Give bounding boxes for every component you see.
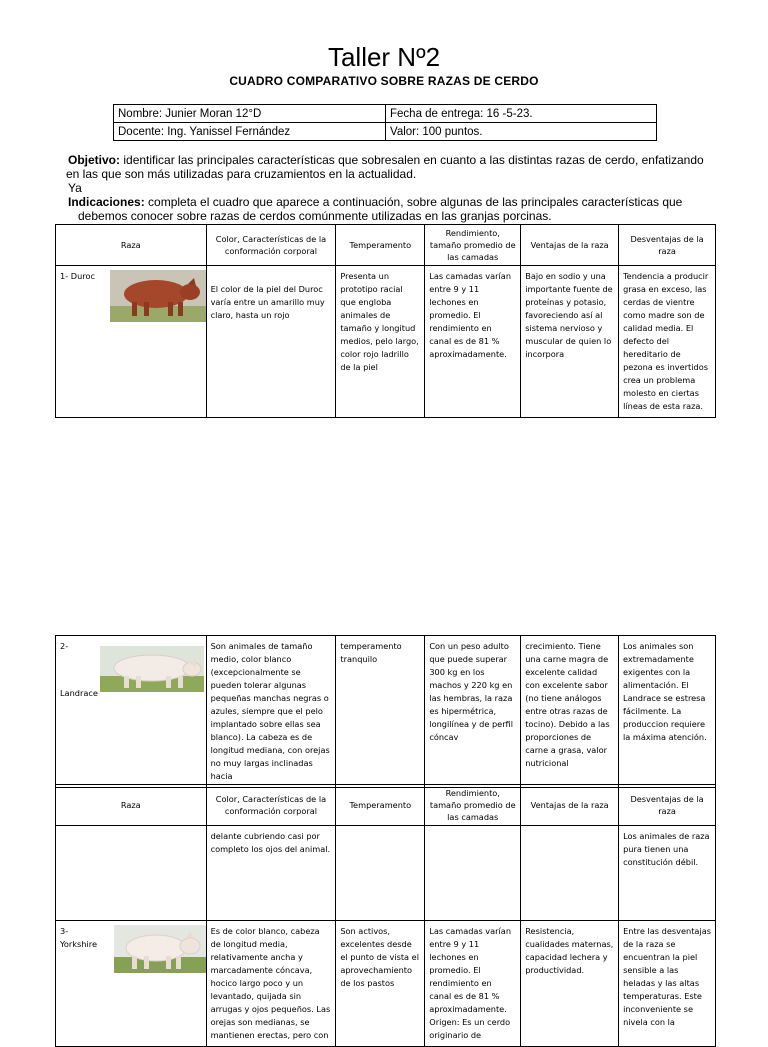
objetivo-label: Objetivo: [68, 153, 121, 167]
docente-cell: Docente: Ing. Yanissel Fernández [114, 123, 386, 141]
duroc-pig-image [110, 270, 206, 322]
landrace-raza-cell [56, 636, 207, 788]
landrace-ventajas: crecimiento. Tiene una carne magra de excelente calidad con excelente sabor (no tiene análogos entre otras razas de tocino). Debido a las proporciones de carne a grasa, valor nutricional [521, 636, 619, 788]
header-temperamento-2: Temperamento [336, 785, 425, 826]
continuation-rendimiento [425, 826, 521, 921]
duroc-rendimiento: Las camadas varían entre 9 y 11 lechones en promedio. El rendimiento en canal es de 81 % aproximadamente. [425, 266, 521, 418]
fecha-cell: Fecha de entrega: 16 -5-23. [386, 105, 657, 123]
landrace-rendimiento: Con un peso adulto que puede superar 300 kg en los machos y 220 kg en las hembras, la raza es hipermétrica, longilínea y de perfil cóncav [425, 636, 521, 788]
duroc-label: 1- Duroc [60, 271, 95, 281]
page-title: Taller Nº2 [327, 42, 441, 72]
header-rendimiento-2: Rendimiento, tamaño promedio de las camadas [425, 785, 521, 826]
indicaciones-label: Indicaciones: [68, 195, 145, 209]
continuation-temperamento [336, 826, 425, 921]
header-desventajas-2: Desventajas de la raza [619, 785, 716, 826]
header-ventajas: Ventajas de la raza [521, 225, 619, 266]
header-temperamento: Temperamento [336, 225, 425, 266]
landrace-color: Son animales de tamaño medio, color blanco (excepcionalmente se pueden tolerar algunas pequeñas manchas negras o azules, siempre que el pelo implantado sobre ellas sea blanco). La cabeza es de longitud mediana, con orejas no muy largas inclinadas hacia [206, 636, 336, 788]
nombre-cell: Nombre: Junier Moran 12°D [114, 105, 386, 123]
header-ventajas-2: Ventajas de la raza [521, 785, 619, 826]
header-raza-2: Raza [56, 785, 207, 826]
objetivo-text-3: Ya [68, 181, 82, 195]
indicaciones-paragraph [68, 195, 708, 223]
objetivo-paragraph [68, 153, 708, 195]
continuation-desventajas: Los animales de raza pura tienen una constitución débil. [619, 826, 716, 921]
indicaciones-text-2: debemos conocer sobre razas de cerdos comúnmente utilizadas en las granjas porcinas. [78, 209, 552, 223]
landrace-desventajas: Los animales son extremadamente exigentes con la alimentación. El Landrace se estresa fácilmente. La produccion requiere la máxima atención. [619, 636, 716, 788]
duroc-temperamento: Presenta un prototipo racial que engloba animales de tamaño y longitud medios, pelo largo, color rojo ladrillo de la piel [336, 266, 425, 418]
duroc-desventajas: Tendencia a producir grasa en exceso, las cerdas de vientre como madre son de calidad media. El defecto del hereditario de pezona es invertidos crea un problema molesto en ciertas líneas de esta raza. [619, 266, 716, 418]
yorkshire-desventajas: Entre las desventajas de la raza se encuentran la piel sensible a las heladas y las altas temperaturas. Este inconveniente se nivela con la [619, 921, 716, 1047]
yorkshire-num: 3- [60, 926, 69, 936]
yorkshire-rendimiento: Las camadas varían entre 9 y 11 lechones en promedio. El rendimiento en canal es de 81 % aproximadamente. Origen: Es un cerdo originario de [425, 921, 521, 1047]
breeds-table-1 [55, 224, 716, 418]
duroc-ventajas: Bajo en sodio y una importante fuente de proteínas y potasio, favoreciendo así al sistema nervioso y muscular de quien lo incorpora [521, 266, 619, 418]
header-color: Color, Características de la conformación corporal [206, 225, 336, 266]
yorkshire-ventajas: Resistencia, cualidades maternas, capacidad lechera y productividad. [521, 921, 619, 1047]
breeds-table-3 [55, 784, 716, 1047]
duroc-color: El color de la piel del Duroc varía entre un amarillo muy claro, hasta un rojo [206, 266, 336, 418]
yorkshire-raza-cell [56, 921, 207, 1047]
continuation-raza-cell [56, 826, 207, 921]
indicaciones-text-1: completa el cuadro que aparece a continuación, sobre algunas de las principales características que [144, 195, 683, 209]
landrace-label: Landrace [60, 688, 98, 698]
page-subtitle: CUADRO COMPARATIVO SOBRE RAZAS DE CERDO [229, 74, 539, 88]
valor-cell: Valor: 100 puntos. [386, 123, 657, 141]
objetivo-text-2: en las que son más utilizadas para cruzamientos en la actualidad. [66, 167, 417, 181]
yorkshire-temperamento: Son activos, excelentes desde el punto de vista el aprovechamiento de los pastos [336, 921, 425, 1047]
landrace-pig-image [100, 646, 204, 692]
yorkshire-pig-image [114, 925, 206, 973]
breeds-table-2 [55, 635, 716, 788]
header-desventajas: Desventajas de la raza [619, 225, 716, 266]
header-color-2: Color, Características de la conformación corporal [206, 785, 336, 826]
landrace-num: 2- [60, 641, 69, 651]
landrace-temperamento: temperamento tranquilo [336, 636, 425, 788]
header-rendimiento: Rendimiento, tamaño promedio de las camadas [425, 225, 521, 266]
continuation-color: delante cubriendo casi por completo los ojos del animal. [206, 826, 336, 921]
header-raza: Raza [56, 225, 207, 266]
student-info-table [113, 104, 657, 141]
continuation-ventajas [521, 826, 619, 921]
yorkshire-label: Yorkshire [60, 939, 97, 949]
objetivo-text-1: identificar las principales características que sobresalen en cuanto a las distintas razas de cerdo, enfatizando [120, 153, 704, 167]
yorkshire-color: Es de color blanco, cabeza de longitud media, relativamente ancha y marcadamente cóncava, hocico largo poco y un levantado, quijada sin arrugas y ojos pequeños. Las orejas son medianas, se mantienen erectas, pero con [206, 921, 336, 1047]
duroc-raza-cell [56, 266, 207, 418]
